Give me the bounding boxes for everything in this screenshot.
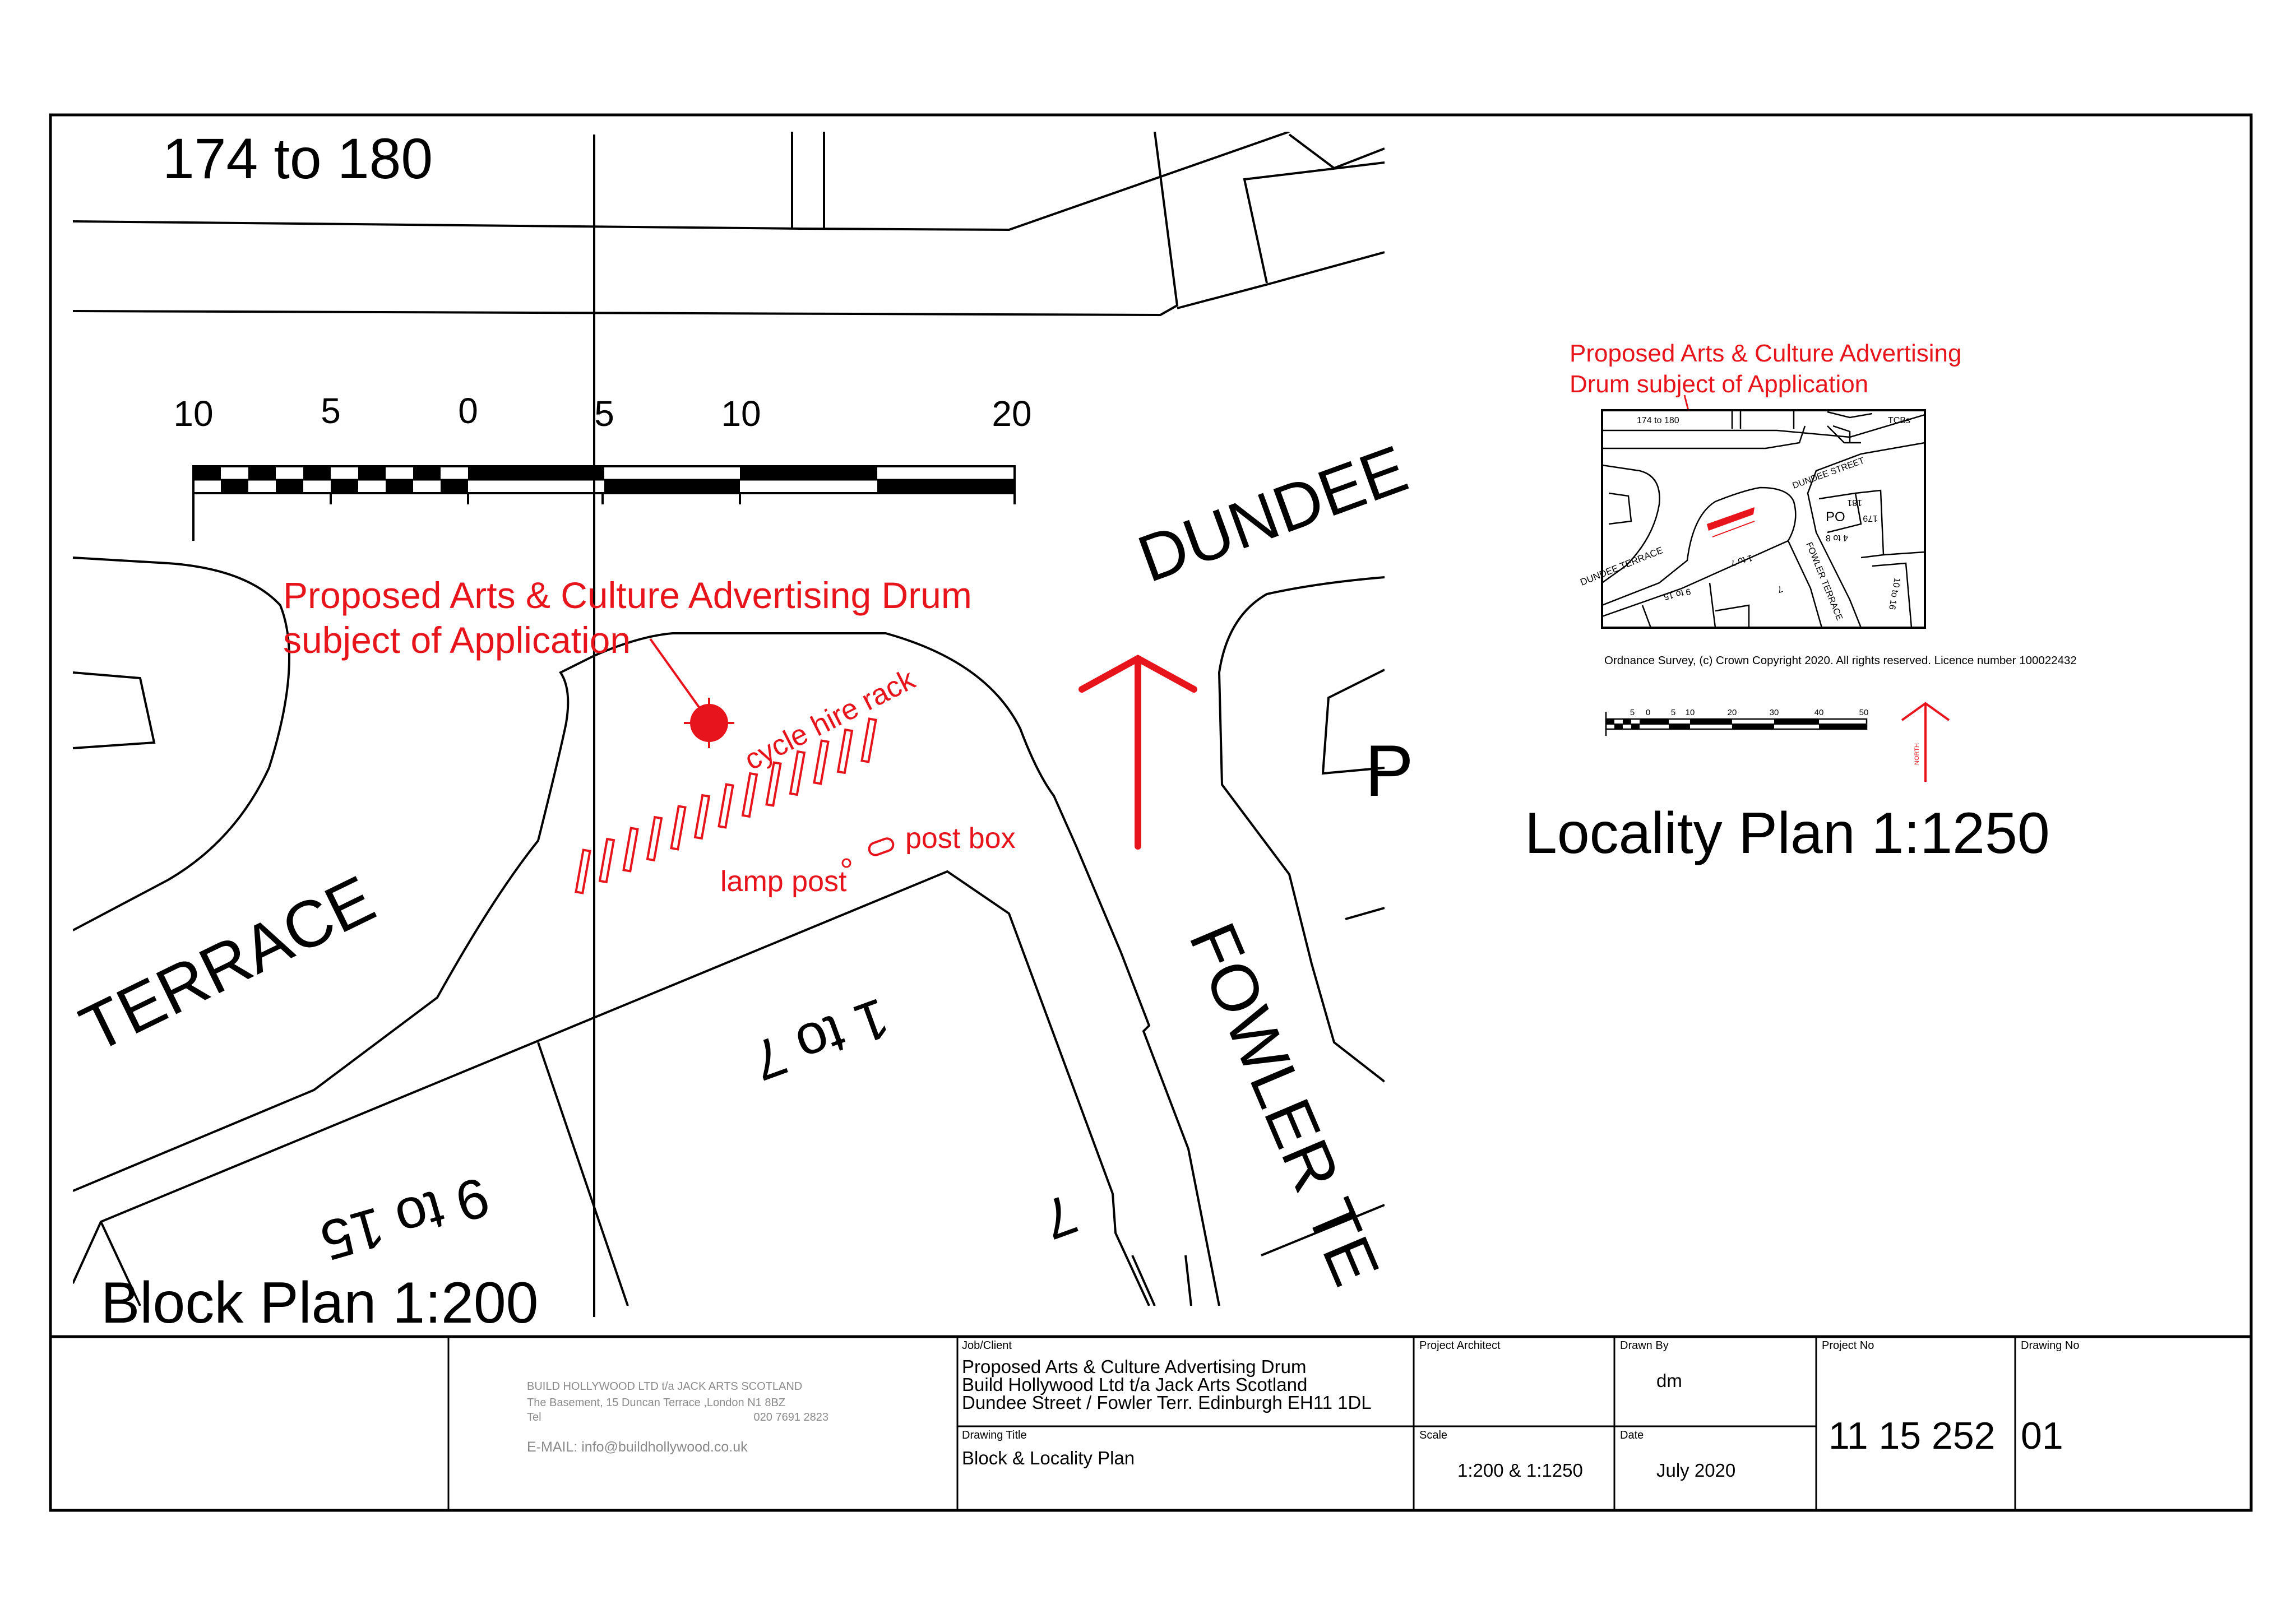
cycle-stand (576, 850, 590, 893)
job-line-2: Build Hollywood Ltd t/a Jack Arts Scotland (962, 1374, 1308, 1395)
loc-label-7: 7 (1776, 583, 1784, 595)
locality-plan-title: Locality Plan 1:1250 (1525, 801, 2050, 866)
street-label-fowler: FOWLER TE (1175, 912, 1394, 1296)
loc-label-9to15: 9 to 15 (1663, 586, 1692, 601)
scale-tick-5a: 5 (321, 391, 341, 431)
scale-bar-segment (1631, 724, 1640, 729)
drawing-title: Block & Locality Plan (962, 1448, 1135, 1468)
scale-tick-10b: 10 (721, 393, 761, 434)
loc-scale-5a: 5 (1630, 708, 1635, 717)
cycle-rack-label: cycle hire rack (739, 663, 920, 777)
loc-scale-30: 30 (1769, 708, 1779, 717)
scale-bar-segment (193, 466, 221, 480)
cycle-stand (838, 730, 852, 773)
loc-label-po: PO (1826, 509, 1845, 525)
block-annotations (283, 574, 1016, 898)
cycle-stand (814, 741, 828, 784)
drawing-title-label: Drawing Title (962, 1429, 1027, 1441)
cycle-stand (743, 773, 757, 817)
company-tel: 020 7691 2823 (753, 1411, 828, 1423)
cycle-stand (790, 752, 804, 795)
lamp-post-label: lamp post (720, 865, 847, 898)
block-north-arrow (1082, 659, 1194, 846)
scale-tick-5b: 5 (594, 393, 614, 434)
scale-bar-segment (248, 466, 276, 480)
locality-scale-bar (1606, 708, 1868, 736)
scale-tick-20: 20 (992, 393, 1032, 434)
scale-bar-segment (386, 480, 413, 493)
street-label-terrace: TERRACE (69, 861, 386, 1067)
locality-annotation-line2: Drum subject of Application (1570, 370, 1869, 398)
loc-label-179: 179 (1863, 513, 1878, 523)
loc-scale-20: 20 (1727, 708, 1737, 717)
scale-bar-segment (221, 480, 248, 493)
scale-value: 1:200 & 1:1250 (1457, 1460, 1583, 1481)
cycle-stand (600, 839, 614, 882)
cycle-stand (671, 806, 685, 850)
scale-bar-segment (1669, 724, 1690, 729)
street-label-dundee: DUNDEE (1128, 431, 1417, 597)
scale-bar-segment (1614, 724, 1623, 729)
scale-bar-segment (1606, 719, 1614, 724)
cycle-stand (695, 795, 709, 838)
loc-label-1to7: 1 to 7 (1729, 553, 1754, 568)
company-name: BUILD HOLLYWOOD LTD t/a JACK ARTS SCOTLAND (527, 1380, 803, 1393)
scale-tick-0: 0 (458, 391, 478, 431)
scale-bar-segment (1640, 719, 1648, 724)
scale-bar-segment (1732, 724, 1774, 729)
building-label-partial: P (1365, 730, 1414, 812)
architect-label: Project Architect (1419, 1339, 1501, 1352)
job-line-1: Proposed Arts & Culture Advertising Drum (962, 1356, 1307, 1377)
date-label: Date (1620, 1429, 1644, 1441)
company-address: The Basement, 15 Duncan Terrace ,London N1 8BZ (527, 1397, 786, 1409)
loc-label-tcb: TCBs (1888, 416, 1910, 425)
scale-bar-segment (1648, 719, 1669, 724)
cycle-stand (623, 828, 637, 871)
project-no-label: Project No (1822, 1339, 1874, 1352)
block-plan (70, 127, 1417, 1336)
loc-label-dundee-street: DUNDEE STREET (1791, 456, 1866, 491)
locality-north-label: NORTH (1914, 743, 1920, 765)
company-details (527, 1380, 828, 1455)
cycle-stand (862, 719, 876, 762)
loc-scale-40: 40 (1814, 708, 1824, 717)
loc-label-174: 174 to 180 (1637, 416, 1679, 425)
scale-bar-segment (441, 480, 468, 493)
scale-tick-10a: 10 (173, 393, 214, 434)
drum-annotation-line2: subject of Application (283, 619, 631, 661)
job-client-label: Job/Client (962, 1339, 1012, 1352)
scale-bar-segment (276, 480, 303, 493)
scale-bar-segment (468, 466, 604, 480)
loc-scale-50: 50 (1859, 708, 1869, 717)
scale-bar-segment (413, 466, 441, 480)
scale-bar-segment (358, 466, 386, 480)
building-label-9to15: 9 to 15 (313, 1165, 496, 1273)
project-no-value: 11 15 252 (1829, 1415, 1996, 1457)
loc-label-dundee-terrace: DUNDEE TERRACE (1578, 545, 1665, 588)
loc-scale-5b: 5 (1670, 708, 1676, 717)
locality-north-arrow (1902, 703, 1949, 782)
job-line-3: Dundee Street / Fowler Terr. Edinburgh EH11 1DL (962, 1392, 1372, 1413)
scale-bar-segment (740, 466, 877, 480)
loc-label-4to8: 4 to 8 (1825, 533, 1848, 542)
block-plan-title: Block Plan 1:200 (101, 1270, 539, 1336)
drawing-no-value: 01 (2021, 1415, 2063, 1457)
date-value: July 2020 (1656, 1460, 1736, 1481)
cycle-stand (647, 817, 661, 860)
company-tel-label: Tel (527, 1411, 541, 1423)
area-label-174-180: 174 to 180 (163, 127, 433, 191)
locality-annotation-line1: Proposed Arts & Culture Advertising (1570, 340, 1962, 367)
post-box-label: post box (905, 822, 1016, 855)
scale-bar-segment (1623, 719, 1631, 724)
copyright-notice: Ordnance Survey, (c) Crown Copyright 2020. All rights reserved. Licence number 100022432 (1604, 654, 2077, 667)
loc-scale-10: 10 (1685, 708, 1695, 717)
building-label-7: 7 (1034, 1182, 1085, 1252)
scale-label: Scale (1419, 1429, 1448, 1441)
scale-bar-segment (331, 480, 358, 493)
block-scale-bar (173, 391, 1031, 541)
scale-bar-segment (1690, 719, 1732, 724)
drum-annotation-line1: Proposed Arts & Culture Advertising Drum (283, 574, 972, 616)
loc-label-10to16: 10 to 16 (1887, 577, 1902, 611)
scale-bar-segment (303, 466, 331, 480)
scale-bar-segment (1774, 719, 1819, 724)
locality-plan (1525, 340, 2077, 866)
loc-label-fowler-terrace: FOWLER TERRACE (1804, 541, 1844, 622)
drawing-no-label: Drawing No (2021, 1339, 2080, 1352)
post-box-marker (868, 837, 895, 857)
scale-bar-segment (604, 480, 740, 493)
scale-bar-segment (1819, 724, 1867, 729)
company-email: E-MAIL: info@buildhollywood.co.uk (527, 1439, 748, 1455)
scale-bar-segment (877, 480, 1015, 493)
loc-label-181: 181 (1847, 498, 1862, 507)
loc-scale-0: 0 (1645, 708, 1651, 717)
cycle-stand (719, 785, 733, 828)
building-label-1to7: 1 to 7 (744, 986, 897, 1093)
drawn-by-label: Drawn By (1620, 1339, 1669, 1352)
title-block (50, 1337, 2251, 1510)
drawn-by-value: dm (1656, 1370, 1682, 1391)
